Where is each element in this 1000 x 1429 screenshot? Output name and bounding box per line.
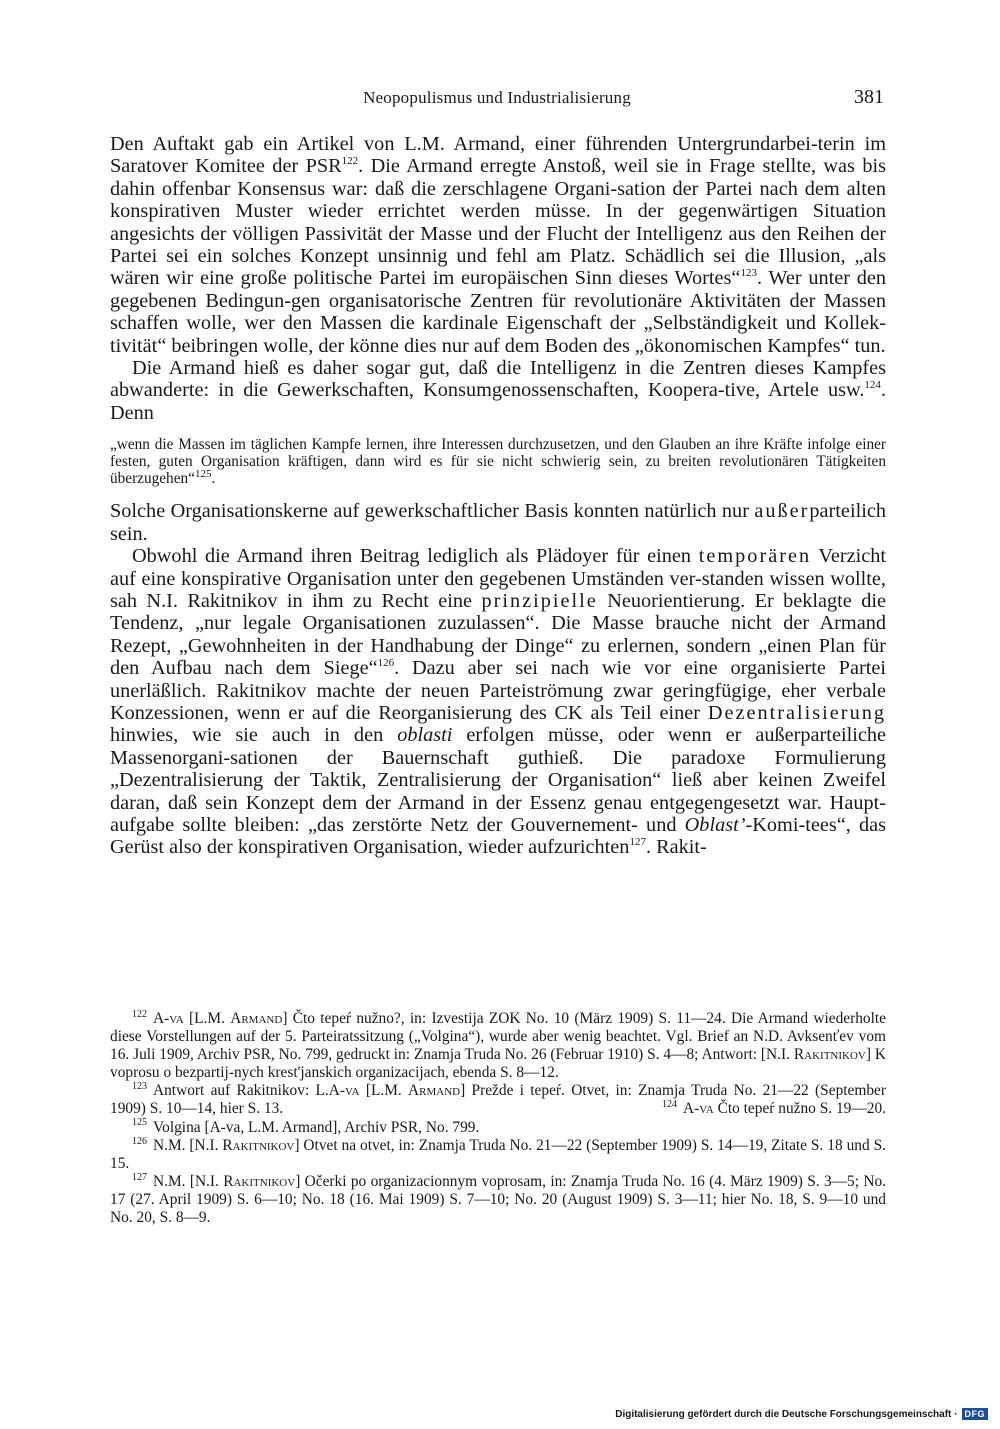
dfg-logo: DFG [962,1408,989,1420]
footnote-127: $^{127}$ N.M. [N.I. Rakitnikov] Očerki po organizacionnym voprosam, in: Znamja Truda No. 16 (4. März 1909) S. 3—5; No. 17 (27. April 1909) S. 6—10; No. 18 (16. Mai 1909) S. 7—10; No. 20 (August 1909) S. 3—11; hier No. 18, S. 9—10 und No. 20, S. 8—9. [110,1171,890,1227]
footnote-ref-125: 125 [194,468,212,481]
footnotes [110,1008,890,1227]
block-quote: „wenn die Massen im täglichen Kampfe lernen, ihre Interessen durchzusetzen, und den Glauben an ihre Kräfte infolge einer festen, guten Organisation kräftigen, dann wird es für sie nicht schwierig sein, zu breiten revolutionären Tätigkeiten überzugehen“$^{125}$. [110,436,890,488]
funding-footer [615,1408,988,1420]
page-number: 381 [854,86,884,108]
emphasis-prinzipielle: prinzipielle [481,589,598,612]
footnote-ref-122: 122 [341,155,359,168]
body-text [110,133,892,859]
emphasis-dezentralisierung: Dezentralisierung [707,701,886,724]
italic-oblasti: oblasti [397,724,453,747]
footnote-ref-127: 127 [629,836,646,849]
paragraph-1: Den Auftakt gab ein Artikel von L.M. Armand, einer führenden Untergrundarbei-terin im Saratover Komitee der PSR$^{122}$. Die Armand erregte Anstoß, weil sie in Frage stellte, was bis dahin offenbar Konsensus war: daß die zerschlagene Organi-sation der Partei nach dem alten konspirativen Muster wieder errichtet werden müsse. In der gegenwärtigen Situation angesichts der völligen Passivität der Masse und der Flucht der Intelligenz aus den Reihen der Partei sei ein solches Konzept unsinnig und fehl am Platz. Schädlich sei die Illusion, „als wären wir eine große politische Partei im europäischen Sinn dieses Wortes“$^{123}$. Wer unter den gegebenen Bedingun-gen organisatorische Zentren für revolutionäre Aktivitäten der Massen schaffen wolle, wer den Massen die kardinale Eigenschaft der „Selbständigkeit und Kollek-tivität“ beibringen wolle, der könne dies nur auf dem Boden des „ökonomischen Kampfes“ tun. [110,133,892,357]
paragraph-4: Obwohl die Armand ihren Beitrag lediglich als Plädoyer für einen temporären Verzicht auf eine konspirative Organisation unter den gegebenen Umständen ver-standen wissen wollte, sah N.I. Rakitnikov in ihm zu Recht eine prinzipielle Neuorientierung. Er beklagte die Tendenz, „nur legale Organisationen zuzulassen“. Die Masse brauche nicht der Armand Rezept, „Gewohnheiten in der Handhabung der Dinge“ zu erlernen, sondern „einen Plan für den Aufbau nach dem Siege“$^{126}$. Dazu aber sei nach wie vor eine organisierte Partei unerläßlich. Rakitnikov machte der neuen Parteiströmung zwar geringfügige, eher verbale Konzessionen, wenn er auf die Reorganisierung des CK als Teil einer Dezentralisierung hinwies, wie sie auch in den oblasti erfolgen müsse, oder wenn er außerparteiliche Massenorgani-sationen der Bauernschaft guthieß. Die paradoxe Formulierung „Dezentralisierung der Taktik, Zentralisierung der Organisation“ ließ aber keinen Zweifel daran, daß sein Konzept dem der Armand in der Essenz genau entgegengesetzt war. Haupt-aufgabe sollte bleiben: „das zerstörte Netz der Gouvernement- und Oblast’-Komi-tees“, das Gerüst also der konspirativen Organisation, wieder aufzurichten$^{127}$. Rakit- [110,545,892,859]
italic-oblast: Oblast’ [684,813,746,836]
paragraph-2: Die Armand hieß es daher sogar gut, daß die Intelligenz in die Zentren dieses Kampfes abwanderte: in die Gewerkschaften, Konsumgenossenschaften, Koopera-tive, Artele usw.$^{124}$. Denn [110,357,892,424]
footnote-123: $^{123}$ Antwort auf Rakitnikov: L.A-va [L.M. Armand] Prežde i tepeŕ. Otvet, in: Znamja Truda No. 21—22 (September 1909) S. 10—14, hier S. 13. $^{124}$ A-va Čto tepeŕ nužno S. 19—20. [110,1081,890,1118]
footnote-ref-124: 124 [864,379,881,392]
footnote-122: $^{122}$ A-va [L.M. Armand] Čto tepeŕ nužno?, in: Izvestija ZOK No. 10 (März 1909) S. 11—24. Die Armand wiederholte diese Vorstellungen auf der 5. Parteiratssitzung („Volgina“), wurde aber wenig beachtet. Vgl. Brief an N.D. Avksenťev vom 16. Juli 1909, Archiv PSR, No. 799, gedruckt in: Znamja Truda No. 26 (Februar 1910) S. 4—8; Antwort: [N.I. Rakitnikov] K voprosu o bezpartij-nych krest'janskich organizacijach, ebenda S. 8—12. [110,1008,890,1082]
emphasis-spaced: außer [754,500,810,523]
footnote-ref-126: 126 [377,657,395,670]
footer-text: Digitalisierung gefördert durch die Deutsche Forschungsgemeinschaft · [615,1408,958,1420]
footnote-125: $^{125}$ Volgina [A-va, L.M. Armand], Archiv PSR, No. 799. [132,1117,480,1136]
emphasis-temporaeren: temporären [698,545,812,568]
footnote-ref-123: 123 [740,267,757,280]
running-title: Neopopulismus und Industrialisierung [363,88,631,107]
footnote-124: $^{124}$ A-va Čto tepeŕ nužno S. 19—20. [636,1100,886,1118]
paragraph-3: Solche Organisationskerne auf gewerkschaftlicher Basis konnten natürlich nur außerparteilich sein. [110,500,892,545]
page-header [110,88,884,114]
footnote-126: $^{126}$ N.M. [N.I. Rakitnikov] Otvet na otvet, in: Znamja Truda No. 21—22 (September 1909) S. 14—19, Zitate S. 18 und S. 15. [110,1135,890,1172]
